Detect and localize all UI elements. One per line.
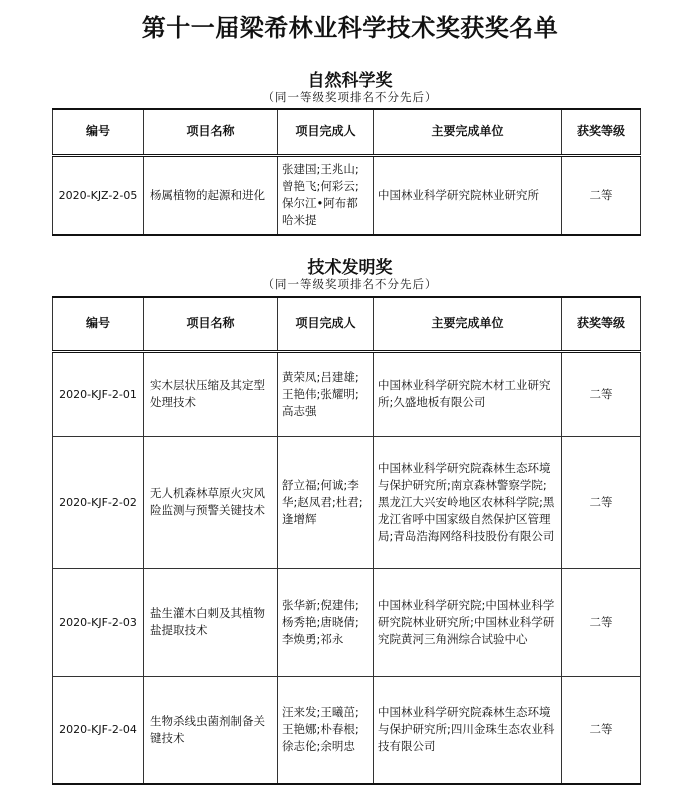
row-completers: 张华新;倪建伟;杨秀艳;唐晓倩;李焕勇;祁永 <box>278 568 374 676</box>
row-grade: 二等 <box>562 676 641 784</box>
table-row <box>53 155 641 235</box>
technical-invention-table <box>52 296 641 785</box>
row-units: 中国林业科学研究院森林生态环境与保护研究所;四川金珠生态农业科技有限公司 <box>374 676 562 784</box>
row-completers: 汪来发;王曦茁;王艳娜;朴春根;徐志伦;余明忠 <box>278 676 374 784</box>
header-completers: 项目完成人 <box>278 109 374 155</box>
row-code: 2020-KJF-2-03 <box>53 568 144 676</box>
header-project-name: 项目名称 <box>144 109 278 155</box>
header-units: 主要完成单位 <box>374 297 562 351</box>
row-code: 2020-KJZ-2-05 <box>53 155 144 235</box>
row-units: 中国林业科学研究院;中国林业科学研究院林业研究所;中国林业科学研究院黄河三角洲综合试验中心 <box>374 568 562 676</box>
row-grade: 二等 <box>562 155 641 235</box>
header-code: 编号 <box>53 297 144 351</box>
section-title-natural-science: 自然科学奖 <box>307 71 393 91</box>
row-units: 中国林业科学研究院木材工业研究所;久盛地板有限公司 <box>374 351 562 436</box>
row-completers: 张建国;王兆山;曾艳飞;何彩云;保尔江•阿布都哈米提 <box>278 155 374 235</box>
row-grade: 二等 <box>562 436 641 568</box>
row-code: 2020-KJF-2-01 <box>53 351 144 436</box>
row-units: 中国林业科学研究院林业研究所 <box>374 155 562 235</box>
header-grade: 获奖等级 <box>562 109 641 155</box>
table-row <box>53 568 641 676</box>
natural-science-table <box>52 108 641 236</box>
table-header-row <box>53 297 641 351</box>
section-title-technical-invention: 技术发明奖 <box>307 258 393 278</box>
header-units: 主要完成单位 <box>374 109 562 155</box>
row-grade: 二等 <box>562 351 641 436</box>
row-completers: 舒立福;何诚;李华;赵凤君;杜君;逢增辉 <box>278 436 374 568</box>
section-note-technical-invention: （同一等级奖项排名不分先后） <box>262 277 438 291</box>
table-header-row <box>53 109 641 155</box>
row-code: 2020-KJF-2-02 <box>53 436 144 568</box>
table-row <box>53 351 641 436</box>
row-completers: 黄荣凤;吕建雄;王艳伟;张耀明;高志强 <box>278 351 374 436</box>
row-code: 2020-KJF-2-04 <box>53 676 144 784</box>
header-completers: 项目完成人 <box>278 297 374 351</box>
table-row <box>53 436 641 568</box>
row-project-name: 实木层状压缩及其定型处理技术 <box>144 351 278 436</box>
row-project-name: 无人机森林草原火灾风险监测与预警关键技术 <box>144 436 278 568</box>
row-project-name: 盐生灌木白刺及其植物盐提取技术 <box>144 568 278 676</box>
row-project-name: 生物杀线虫菌剂制备关键技术 <box>144 676 278 784</box>
header-grade: 获奖等级 <box>562 297 641 351</box>
row-project-name: 杨属植物的起源和进化 <box>144 155 278 235</box>
row-units: 中国林业科学研究院森林生态环境与保护研究所;南京森林警察学院;黑龙江大兴安岭地区农林科学院;黑龙江省呼中国家级自然保护区管理局;青岛浩海网络科技股份有限公司 <box>374 436 562 568</box>
header-code: 编号 <box>53 109 144 155</box>
header-project-name: 项目名称 <box>144 297 278 351</box>
page-title: 第十一届梁希林业科学技术奖获奖名单 <box>141 13 559 42</box>
section-note-natural-science: （同一等级奖项排名不分先后） <box>262 90 438 104</box>
table-row <box>53 676 641 784</box>
row-grade: 二等 <box>562 568 641 676</box>
